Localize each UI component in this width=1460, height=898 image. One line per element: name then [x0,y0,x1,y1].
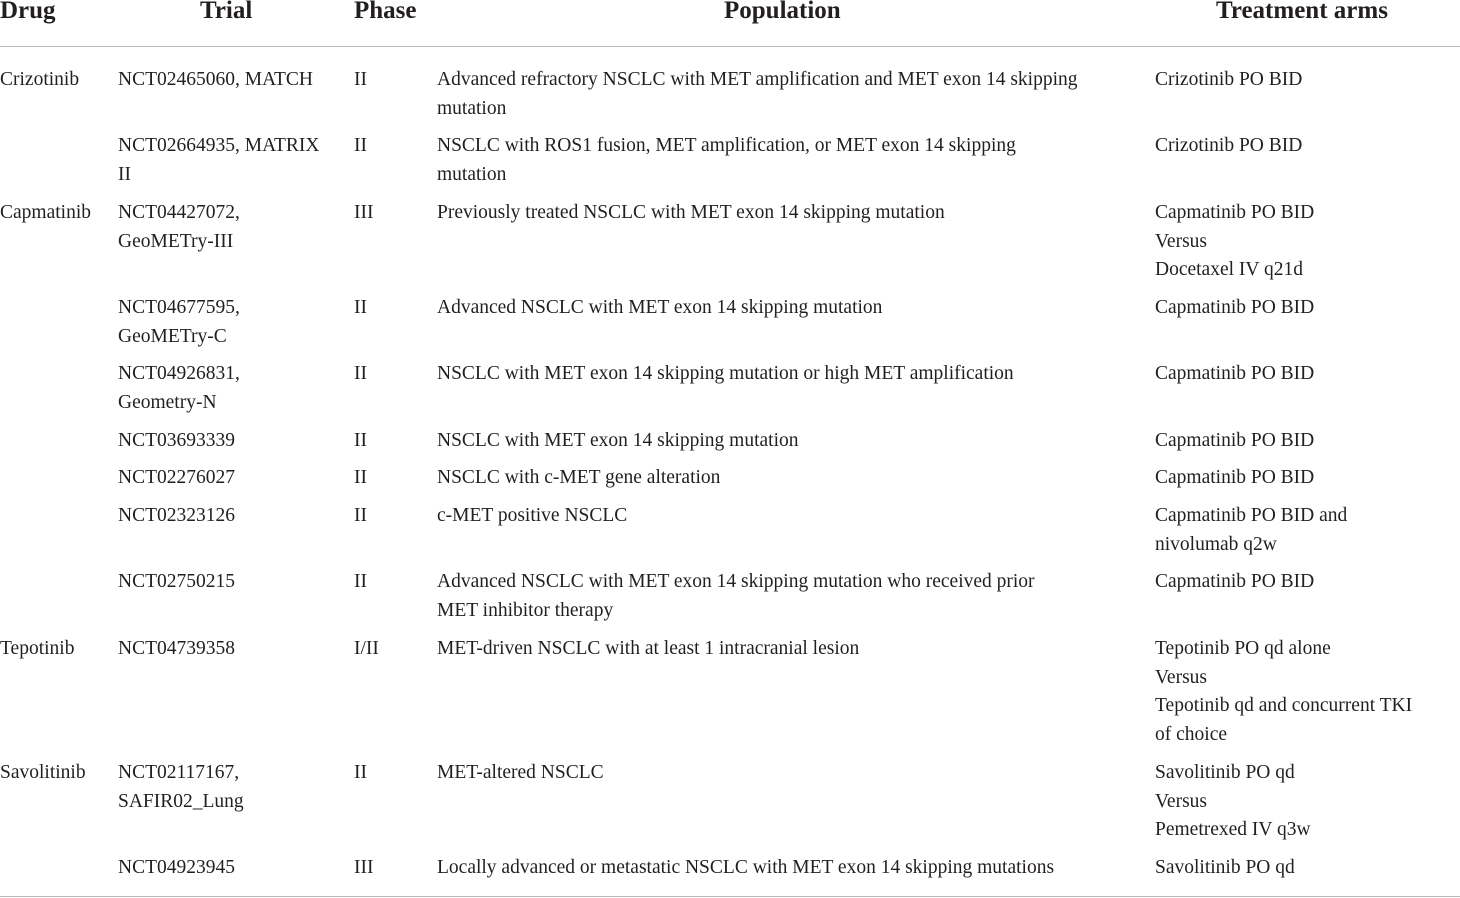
trial-text: NCT04427072, [118,201,240,223]
treatment-arms-text: Capmatinib PO BID and [1155,504,1348,526]
treatment-arms-text: Versus [1155,666,1207,688]
treatment-arms-text: Versus [1155,230,1207,252]
trial-cell [118,199,340,257]
treatment-arms-text: Tepotinib PO qd alone [1155,637,1331,659]
trial-text: NCT04739358 [118,637,235,659]
treatment-arms-cell [1155,427,1455,456]
phase-text: II [354,467,367,489]
phase-text: III [354,856,374,878]
table-row [0,568,1460,634]
treatment-arms-cell [1155,568,1455,597]
phase-text: II [354,429,367,451]
treatment-arms-text: Savolitinib PO qd [1155,761,1295,783]
phase-text: II [354,296,367,318]
population-text: MET-altered NSCLC [437,761,604,783]
trial-cell [118,427,340,456]
trial-text: NCT02117167, [118,761,240,783]
treatment-arms-cell [1155,464,1455,493]
treatment-arms-cell [1155,132,1455,161]
population-text: MET-driven NSCLC with at least 1 intracranial lesion [437,637,860,659]
treatment-arms-text: Capmatinib PO BID [1155,296,1315,318]
table-row [0,635,1460,759]
population-text: Advanced refractory NSCLC with MET amplification and MET exon 14 skipping [437,69,1078,90]
trial-cell [118,502,340,531]
table-row [0,132,1460,198]
phase-text: II [354,69,367,90]
trial-text: Geometry-N [118,392,217,414]
population-text: NSCLC with MET exon 14 skipping mutation [437,429,799,451]
treatment-arms-text: Capmatinib PO BID [1155,429,1315,451]
table-header [0,0,1460,47]
drug-cell [0,759,115,788]
treatment-arms-cell [1155,759,1455,845]
treatment-arms-text: Versus [1155,790,1207,812]
population-text: NSCLC with ROS1 fusion, MET amplification, or MET exon 14 skipping [437,135,1016,157]
drug-text: Crizotinib [0,69,80,90]
table-row [0,199,1460,294]
phase-text: II [354,761,367,783]
population-text: mutation [437,164,507,186]
population-cell [437,464,1145,493]
population-cell [437,427,1145,456]
population-cell [437,199,1145,228]
trial-text: NCT02323126 [118,504,235,526]
population-cell [437,360,1145,389]
phase-cell [354,759,432,788]
table-row [0,427,1460,465]
header-drug: Drug [0,0,56,24]
population-cell [437,568,1145,626]
table-row [0,502,1460,568]
population-cell [437,759,1145,788]
treatment-arms-text: Tepotinib qd and concurrent TKI [1155,695,1413,717]
table-row [0,294,1460,360]
treatment-arms-text: nivolumab q2w [1155,533,1277,555]
drug-cell [0,635,115,664]
phase-text: II [354,571,367,593]
trial-cell [118,360,340,418]
phase-cell [354,66,432,95]
population-text: NSCLC with c-MET gene alteration [437,467,721,489]
phase-cell [354,635,432,664]
treatment-arms-cell [1155,66,1455,95]
phase-cell [354,427,432,456]
phase-text: III [354,201,374,223]
treatment-arms-text: Capmatinib PO BID [1155,363,1315,385]
header-trial: Trial [200,0,253,24]
phase-cell [354,854,432,883]
drug-cell [0,66,115,95]
treatment-arms-cell [1155,635,1455,750]
table-bottom-rule [0,896,1460,897]
population-text: Advanced NSCLC with MET exon 14 skipping mutation who received prior [437,571,1035,593]
trial-cell [118,294,340,352]
trial-text: NCT02664935, MATRIX [118,135,320,157]
trial-text: SAFIR02_Lung [118,790,244,812]
treatment-arms-text: Crizotinib PO BID [1155,69,1303,90]
population-cell [437,502,1145,531]
trial-cell [118,759,340,817]
phase-text: II [354,504,367,526]
header-phase: Phase [354,0,417,24]
table-body [0,47,1460,892]
trial-cell [118,66,340,95]
phase-cell [354,464,432,493]
population-text: c-MET positive NSCLC [437,504,628,526]
phase-cell [354,568,432,597]
population-cell [437,66,1145,124]
trial-text: NCT04677595, [118,296,240,318]
phase-cell [354,360,432,389]
population-cell [437,294,1145,323]
trial-cell [118,854,340,883]
treatment-arms-text: Capmatinib PO BID [1155,467,1315,489]
phase-cell [354,294,432,323]
treatment-arms-text: of choice [1155,724,1228,746]
header-population: Population [724,0,841,24]
header-treatment-arms: Treatment arms [1216,0,1388,24]
population-text: MET inhibitor therapy [437,600,614,622]
trial-cell [118,464,340,493]
table-row [0,854,1460,892]
table-row [0,66,1460,132]
phase-text: II [354,363,367,385]
population-text: Advanced NSCLC with MET exon 14 skipping mutation [437,296,883,318]
treatment-arms-text: Capmatinib PO BID [1155,201,1315,223]
drug-text: Capmatinib [0,201,91,223]
trial-cell [118,635,340,664]
trial-cell [118,132,340,190]
trial-text: NCT04923945 [118,856,235,878]
population-text: Locally advanced or metastatic NSCLC with MET exon 14 skipping mutations [437,856,1055,878]
phase-text: I/II [354,637,379,659]
table-row [0,759,1460,854]
drug-cell [0,199,115,228]
phase-cell [354,132,432,161]
phase-text: II [354,135,367,157]
drug-text: Tepotinib [0,637,75,659]
drug-text: Savolitinib [0,761,86,783]
trial-text: GeoMETry-III [118,230,234,252]
phase-cell [354,502,432,531]
treatment-arms-text: Crizotinib PO BID [1155,135,1303,157]
population-cell [437,132,1145,190]
trial-cell [118,568,340,597]
trial-text: NCT04926831, [118,363,240,385]
table-row [0,464,1460,502]
trial-text: NCT03693339 [118,429,235,451]
treatment-arms-text: Docetaxel IV q21d [1155,259,1304,281]
treatment-arms-cell [1155,502,1455,560]
treatment-arms-text: Capmatinib PO BID [1155,571,1315,593]
phase-cell [354,199,432,228]
population-text: mutation [437,97,507,119]
population-cell [437,635,1145,664]
treatment-arms-text: Pemetrexed IV q3w [1155,819,1311,841]
population-text: Previously treated NSCLC with MET exon 14 skipping mutation [437,201,945,223]
trial-text: II [118,164,131,186]
trial-text: GeoMETry-C [118,325,227,347]
population-text: NSCLC with MET exon 14 skipping mutation or high MET amplification [437,363,1014,385]
table-row [0,360,1460,426]
trial-text: NCT02750215 [118,571,235,593]
treatment-arms-cell [1155,294,1455,323]
treatment-arms-cell [1155,854,1455,883]
trial-text: NCT02465060, MATCH [118,69,314,90]
treatment-arms-cell [1155,360,1455,389]
trial-text: NCT02276027 [118,467,235,489]
population-cell [437,854,1145,883]
treatment-arms-cell [1155,199,1455,285]
treatment-arms-text: Savolitinib PO qd [1155,856,1295,878]
